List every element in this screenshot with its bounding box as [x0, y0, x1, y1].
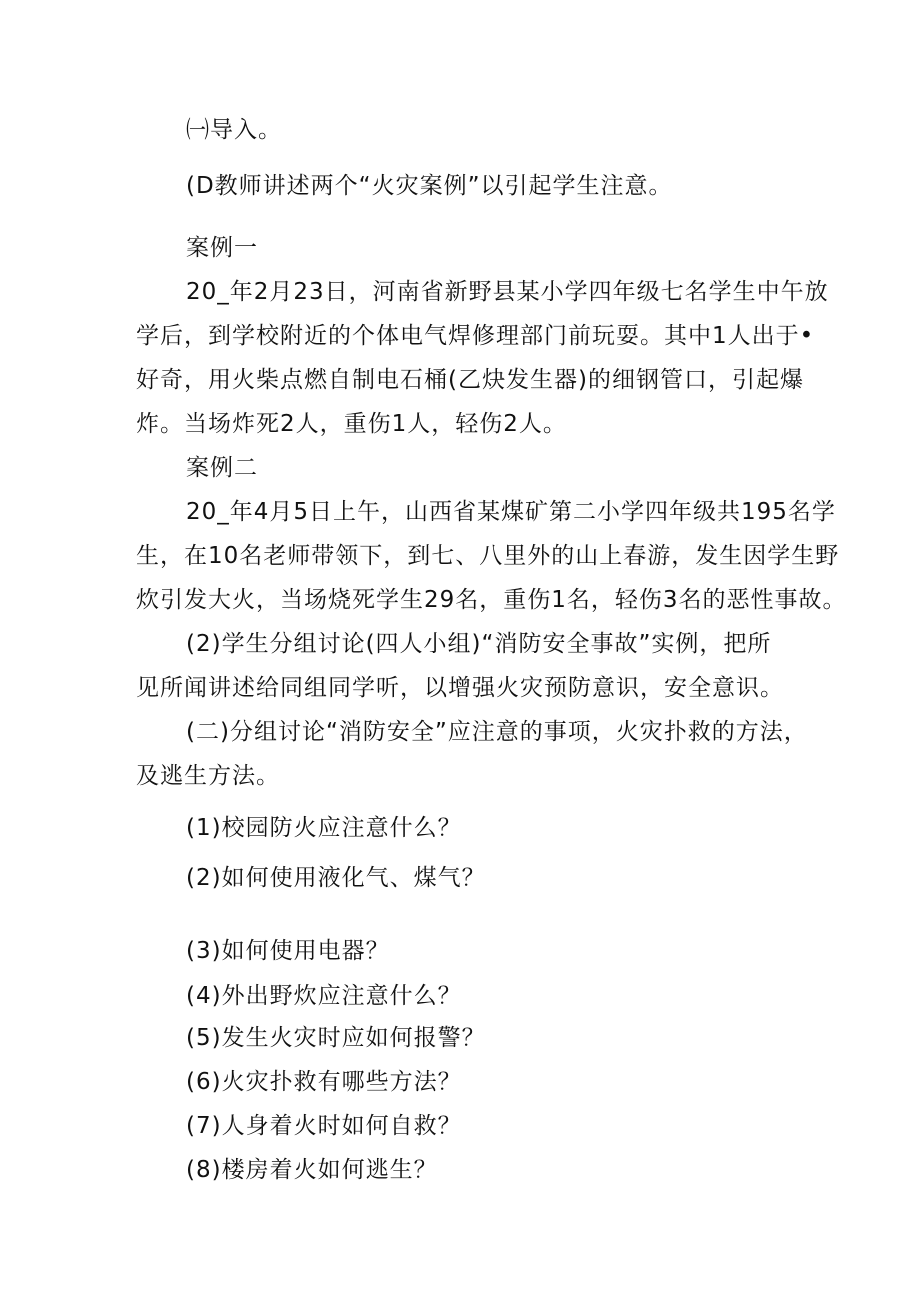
group-discussion-line-1: (2)学生分组讨论(四人小组)“消防安全事故”实例，把所: [186, 631, 772, 657]
question-8: (8)楼房着火如何逃生？: [186, 1157, 438, 1183]
case-one-title: 案例一: [186, 235, 258, 261]
question-1: (1)校园防火应注意什么？: [186, 815, 462, 841]
case-two-line-2: 生，在10名老师带领下，到七、八里外的山上春游，发生因学生野: [136, 543, 840, 569]
case-one-line-1: 20_年2月23日，河南省新野县某小学四年级七名学生中午放: [186, 279, 829, 305]
case-one-line-3: 好奇，用火柴点燃自制电石桶(乙炔发生器)的细钢管口，引起爆: [136, 367, 804, 393]
case-two-line-3: 炊引发大火，当场烧死学生29名，重伤1名，轻伤3名的恶性事故。: [136, 587, 847, 613]
case-two-title: 案例二: [186, 455, 258, 481]
question-2: (2)如何使用液化气、煤气？: [186, 865, 486, 891]
section-two-line-1: (二)分组讨论“消防安全”应注意的事项，火灾扑救的方法，: [186, 719, 808, 745]
paragraph-teacher-cases: (D教师讲述两个“火灾案例”以引起学生注意。: [186, 173, 673, 199]
case-one-line-4: 炸。当场炸死2人，重伤1人，轻伤2人。: [136, 411, 567, 437]
question-3: (3)如何使用电器？: [186, 938, 390, 964]
case-one-line-2: 学后，到学校附近的个体电气焊修理部门前玩耍。其中1人出于•: [136, 323, 815, 349]
question-7: (7)人身着火时如何自救？: [186, 1113, 462, 1139]
section-two-line-2: 及逃生方法。: [136, 763, 280, 789]
case-two-line-1: 20_年4月5日上午，山西省某煤矿第二小学四年级共195名学: [186, 499, 836, 525]
question-5: (5)发生火灾时应如何报警？: [186, 1025, 486, 1051]
question-6: (6)火灾扑救有哪些方法？: [186, 1069, 462, 1095]
question-4: (4)外出野炊应注意什么？: [186, 983, 462, 1009]
heading-introduction: ㈠导入。: [186, 117, 282, 143]
group-discussion-line-2: 见所闻讲述给同组同学听，以增强火灾预防意识，安全意识。: [136, 675, 784, 701]
